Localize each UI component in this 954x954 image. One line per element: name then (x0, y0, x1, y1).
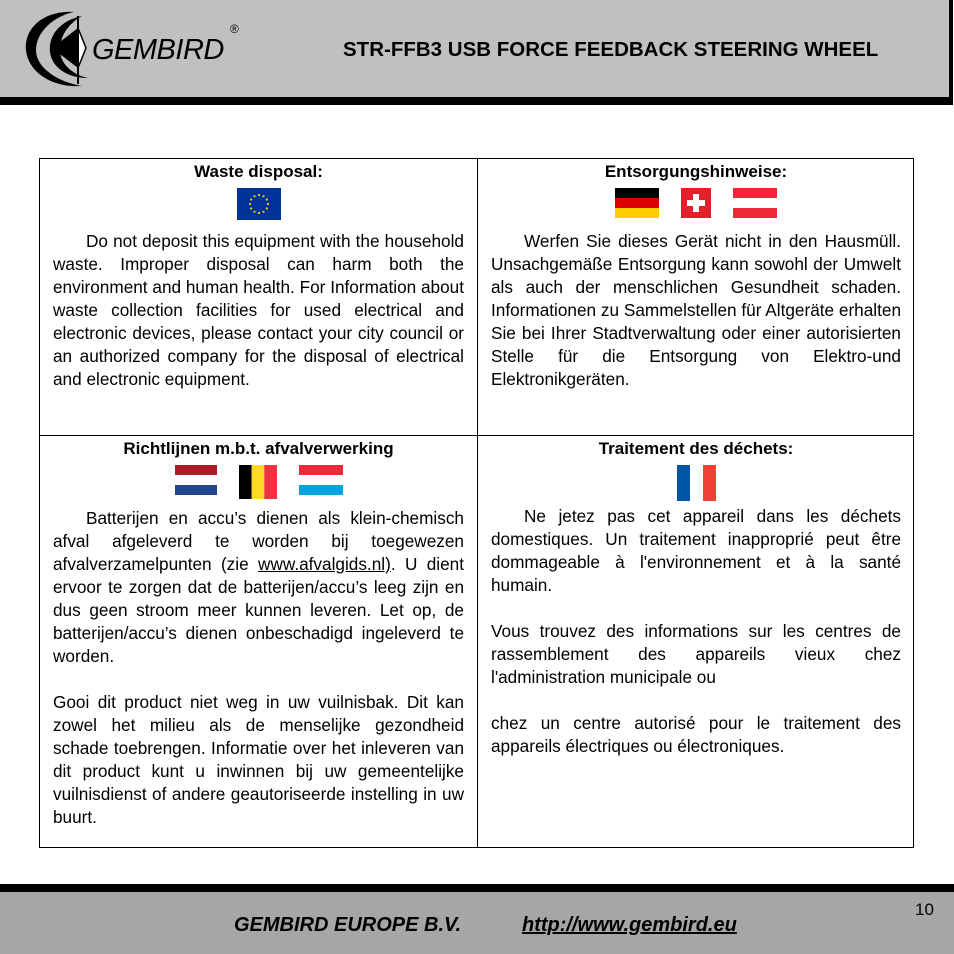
paragraph: Vous trouvez des informations sur les centres de rassemblement des appareils vieux chez l'administration municipale ou (491, 621, 901, 687)
cell-dutch (40, 436, 477, 848)
paragraph: chez un centre autorisé pour le traitement des appareils électriques ou électroniques. (491, 713, 901, 756)
paragraph: Batterijen en accu’s dienen als klein-chemisch afval afgeleverd te worden bij toegewezen afvalverzamelpunten (zie www.afvalgids.nl). U dient ervoor te zorgen dat de batterijen/accu’s leeg zijn en dus geen stroom meer kunnen leveren. Let op, de batterijen/accu’s dienen onbeschadigd ingeleverd te worden. (53, 508, 465, 666)
cell-title-english: Waste disposal: (194, 162, 323, 181)
cell-text-english (53, 230, 464, 391)
austria-flag-icon (733, 188, 777, 218)
paragraph: Ne jetez pas cet appareil dans les déchets domestiques. Un traitement inapproprié peut être dommageable à l'environnement et à la santé humain. (491, 506, 901, 595)
cell-title-french: Traitement des déchets: (598, 439, 794, 458)
france-flag-icon (677, 465, 716, 501)
document-title: STR-FFB3 USB FORCE FEEDBACK STEERING WHEEL (343, 38, 879, 61)
cell-german (478, 159, 914, 435)
eu-flag-icon (237, 188, 281, 220)
cell-title-german: Entsorgungshinweise: (604, 162, 788, 181)
cell-french (478, 436, 914, 848)
page-footer (0, 884, 954, 954)
belgium-flag-icon (239, 465, 277, 499)
paragraph: Gooi dit product niet weg in uw vuilnisbak. Dit kan zowel het milieu als de menselijke gezondheid schade toebrengen. Informatie over het inleveren van dit product kunt u inwinnen bij uw gemeentelijke vuilnisdienst of andere geautoriseerde instelling in uw buurt. (53, 692, 464, 827)
switzerland-flag-icon (681, 188, 711, 218)
cell-title-dutch: Richtlijnen m.b.t. afvalverwerking (123, 439, 394, 458)
footer-company: GEMBIRD EUROPE B.V. (234, 914, 462, 936)
page-header (0, 0, 953, 105)
paragraph: Do not deposit this equipment with the household waste. Improper disposal can harm both the environment and human health. For Information about waste collection facilities for used electrical and electronic devices, please contact your city council or an authorized company for the disposal of electrical and electronic equipment. (53, 231, 464, 389)
logo-wordmark: GEMBIRD (92, 34, 224, 66)
netherlands-flag-icon (175, 465, 217, 495)
disposal-table (39, 158, 914, 848)
cell-text-german (491, 230, 901, 391)
germany-flag-icon (615, 188, 659, 218)
cell-text-french (491, 505, 901, 758)
paragraph: Werfen Sie dieses Gerät nicht in den Hausmüll. Unsachgemäße Entsorgung kann sowohl der Umwelt als auch der menschlichen Gesundheit schaden. Informationen zu Sammelstellen für Altgeräte erhalten Sie bei Ihrer Stadtverwaltung oder einer autorisierten Stelle für die Entsorgung von Elektro-und Elektronikgeräten. (491, 231, 901, 389)
cell-text-dutch (53, 507, 464, 829)
afvalgids-link[interactable]: www.afvalgids.nl) (258, 554, 391, 574)
luxembourg-flag-icon (299, 465, 343, 495)
cell-english (40, 159, 477, 435)
registered-mark: ® (230, 22, 239, 36)
gembird-logo (22, 6, 252, 94)
page-number: 10 (915, 900, 934, 919)
footer-url-link[interactable]: http://www.gembird.eu (522, 914, 737, 936)
